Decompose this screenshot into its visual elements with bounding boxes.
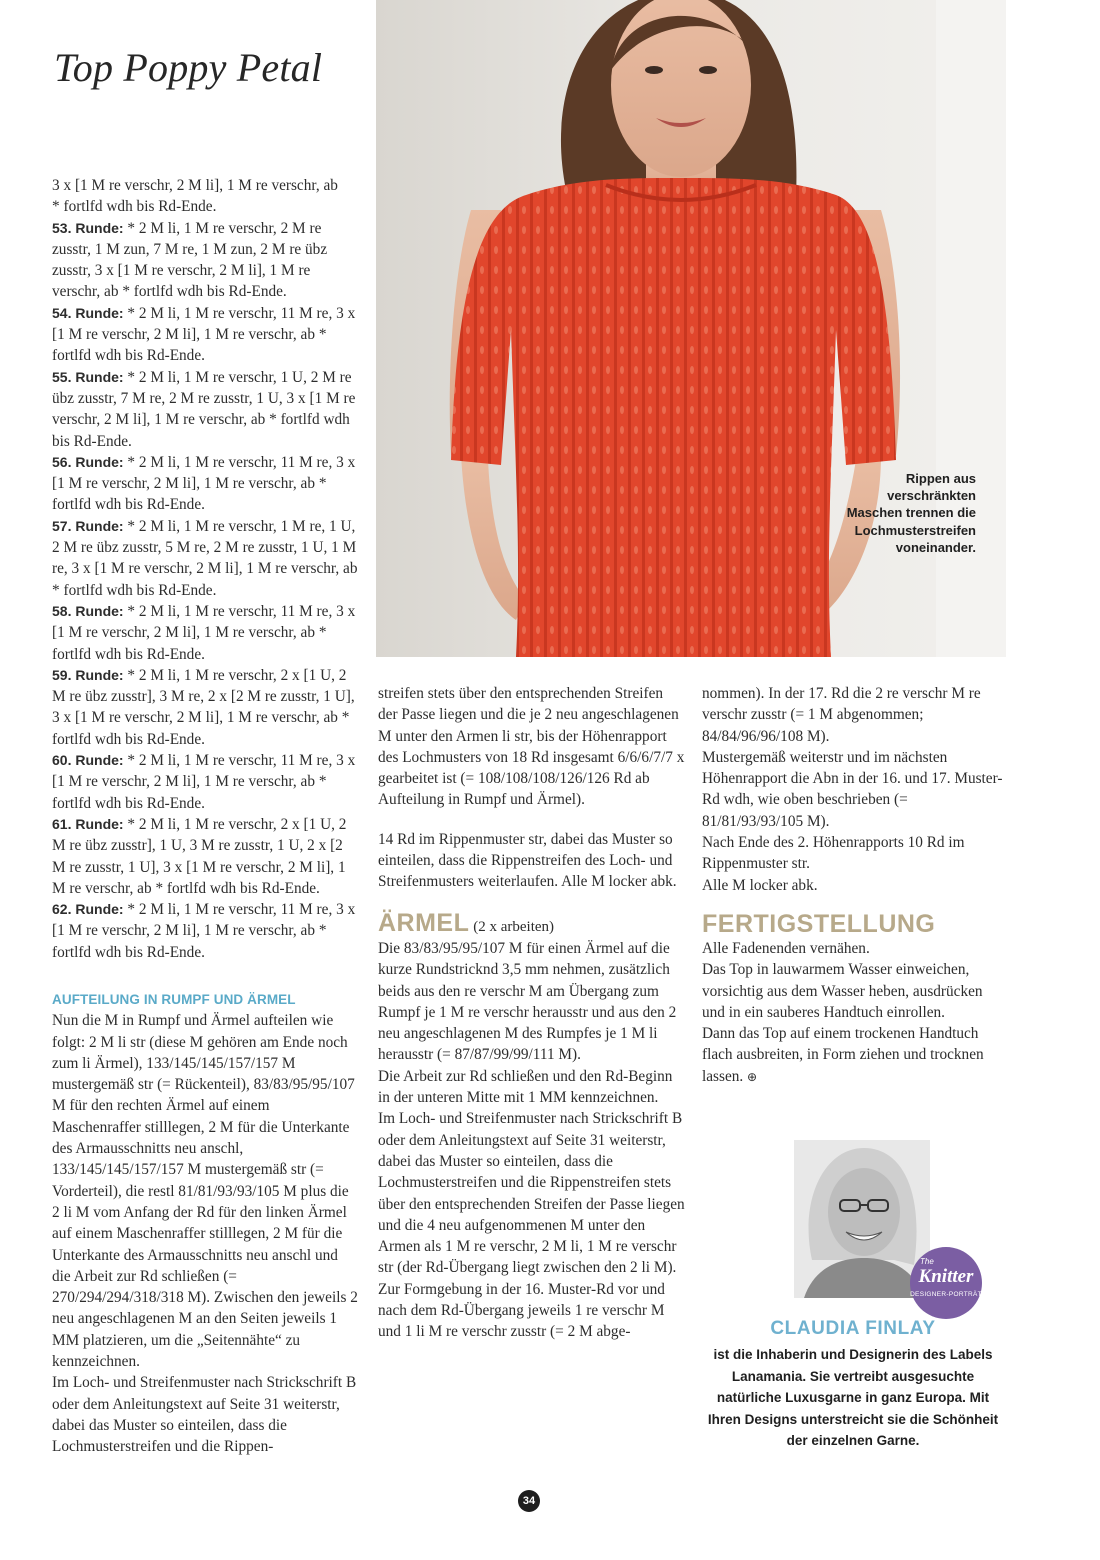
round-instruction <box>52 303 358 367</box>
body-paragraph: Die Arbeit zur Rd schließen und den Rd-Beginn in der unteren Mitte mit 1 MM kennzeichnen. <box>378 1067 673 1107</box>
model-photo-image <box>376 0 1006 657</box>
round-instruction <box>52 750 358 814</box>
round-label: 56. Runde: <box>52 453 124 470</box>
body-paragraph: Mustergemäß weiterstr und im nächsten Höhenrapport die Abn in der 16. und 17. Muster-Rd wdh, wie oben beschrieben (= 81/81/93/93/105 M). <box>702 748 1003 830</box>
body-paragraph: Alle M locker abk. <box>702 876 818 894</box>
badge-designer-portraet: DESIGNER-PORTRÄT <box>910 1291 982 1298</box>
section-heading-fertigstellung: FERTIGSTELLUNG <box>702 909 936 938</box>
pattern-column-2 <box>378 683 686 1343</box>
intro-line: 3 x [1 M re verschr, 2 M li], 1 M re verschr, ab <box>52 177 338 194</box>
pattern-column-3 <box>702 683 1008 1088</box>
round-text: * 2 M li, 1 M re verschr, 11 M re, 3 x [1 M re verschr, 2 M li], 1 M re verschr, ab * fortlfd wdh bis Rd-Ende. <box>52 602 356 663</box>
round-text: * 2 M li, 1 M re verschr, 2 x [1 U, 2 M re übz zusstr], 3 M re, 2 x [2 M re zusstr, 1 U], 3 x [1 M re verschr, 2 M li], 1 M re verschr, ab * fortlfd wdh bis Rd-Ende. <box>52 666 355 748</box>
photo-caption: Rippen aus verschränkten Maschen trennen die Lochmusterstreifen voneinander. <box>846 471 976 555</box>
author-bio: ist die Inhaberin und Designerin des Labels Lanamania. Sie vertreibt ausgesuchte natürliche Luxusgarne in ganz Europa. Mit Ihren Designs unterstreicht sie die Schönheit der einzelnen Garne. <box>707 1347 999 1449</box>
pattern-column-1 <box>52 175 358 1458</box>
round-text: * 2 M li, 1 M re verschr, 1 M re, 1 U, 2 M re übz zusstr, 5 M re, 2 M re zusstr, 1 U, 1 M re, 3 x [1 M re verschr, 2 M li], 1 M re verschr, ab * fortlfd wdh bis Rd-Ende. <box>52 517 358 599</box>
body-paragraph: nommen). In der 17. Rd die 2 re verschr M re verschr zusstr (= 1 M abgenommen; 84/84/96/96/108 M). <box>702 685 981 745</box>
round-instruction <box>52 516 358 601</box>
section-subheading: (2 x arbeiten) <box>473 918 555 935</box>
round-label: 62. Runde: <box>52 901 124 918</box>
subhead-aufteilung: AUFTEILUNG IN RUMPF UND ÄRMEL <box>52 991 296 1007</box>
round-instruction <box>52 665 358 750</box>
round-label: 55. Runde: <box>52 368 124 385</box>
body-paragraph <box>702 1023 1008 1088</box>
body-paragraph: Das Top in lauwarmem Wasser einweichen, vorsichtig aus dem Wasser heben, ausdrücken und in ein sauberes Handtuch einrollen. <box>702 961 983 1021</box>
round-label: 58. Runde: <box>52 602 124 619</box>
round-label: 59. Runde: <box>52 666 124 683</box>
round-instruction <box>52 367 358 452</box>
rounds-list <box>52 218 358 963</box>
body-paragraph: Die 83/83/95/95/107 M für einen Ärmel auf die kurze Rundstricknd 3,5 mm nehmen, zusätzlich beids aus den re verschr M am Übergang zum Rumpf je 1 M re verschr herausstr und aus den 2 neu angeschlagenen M des Rumpfes je 1 M li herausstr (= 87/87/99/99/111 M). <box>378 939 677 1064</box>
round-label: 57. Runde: <box>52 517 124 534</box>
final-sentence: Dann das Top auf einem trockenen Handtuch flach ausbreiten, in Form ziehen und trocknen lassen. <box>702 1025 984 1085</box>
round-text: * 2 M li, 1 M re verschr, 11 M re, 3 x [1 M re verschr, 2 M li], 1 M re verschr, ab * fortlfd wdh bis Rd-Ende. <box>52 453 356 514</box>
body-paragraph: Im Loch- und Streifenmuster nach Strickschrift B oder dem Anleitungstext auf Seite 31 weiterstr, dabei das Muster so einteilen, dass die Lochmusterstreifen und die Rippenstreifen stets über den entsprechenden Streifen der Passe liegen und die 4 neu aufgenommenen M unter den Armen als 1 M re verschr, 2 M li, 1 M re verschr str (der Rd-Übergang liegt zwischen den 2 li M). Zur Formgebung in der 16. Muster-Rd vor und nach dem Rd-Übergang jeweils 1 re verschr M und 1 li M re verschr zusstr (= 2 M abge- <box>378 1110 685 1341</box>
badge-the: The <box>920 1257 934 1266</box>
body-paragraph: Nach Ende des 2. Höhenrapports 10 Rd im Rippenmuster str. <box>702 834 965 873</box>
end-mark-icon: ⊕ <box>747 1069 758 1084</box>
round-label: 61. Runde: <box>52 815 124 832</box>
body-paragraph: streifen stets über den entsprechenden Streifen der Passe liegen und die je 2 neu angeschlagenen M unter den Armen li str, bis der Höhenrapport des Lochmusters von 18 Rd insgesamt 6/6/6/7/7 x gearbeitet ist (= 108/108/108/126/126 Rd ab Aufteilung in Rumpf und Ärmel). <box>378 685 685 809</box>
author-name: CLAUDIA FINLAY <box>770 1318 936 1339</box>
badge-knitter: Knitter <box>918 1266 974 1287</box>
aufteilung-paragraph: Nun die M in Rumpf und Ärmel aufteilen wie folgt: 2 M li str (diese M gehören am Ende noch zum li Ärmel), 133/145/145/157/157 M mustergemäß str (= Rückenteil), 83/83/95/95/107 M für den rechten Ärmel auf einem Maschenraffer stilllegen, 2 M für die Unterkante des Armausschnitts neu anschl, 133/145/145/157/157 M mustergemäß str (= Vorderteil), die restl 81/81/93/93/105 M plus die 2 li M vom Anfang der Rd für den linken Ärmel auf einem Maschenraffer stilllegen, 2 M für die Unterkante des Armausschnitts neu anschl und die Arbeit zur Rd schließen (= 270/294/294/318/318 M). Zwischen den jeweils 2 neu angeschlagenen M an den Seiten jeweils 1 MM platzieren, um die „Seitennähte“ zu kennzeichnen. <box>52 1012 358 1371</box>
model-photo <box>376 0 1006 657</box>
page-number: 34 <box>518 1490 540 1512</box>
body-paragraph: 14 Rd im Rippenmuster str, dabei das Muster so einteilen, dass die Rippenstreifen des Loch- und Streifenmusters weiterlaufen. Alle M locker abk. <box>378 830 677 891</box>
round-label: 53. Runde: <box>52 219 124 236</box>
round-text: * 2 M li, 1 M re verschr, 11 M re, 3 x [1 M re verschr, 2 M li], 1 M re verschr, ab * fortlfd wdh bis Rd-Ende. <box>52 752 356 812</box>
round-instruction <box>52 814 358 899</box>
round-instruction <box>52 218 358 303</box>
section-heading-aermel: ÄRMEL <box>378 908 470 937</box>
round-text: * 2 M li, 1 M re verschr, 1 U, 2 M re übz zusstr, 7 M re, 2 M re zusstr, 1 U, 3 x [1 M re verschr, 2 M li], 1 M re verschr, ab * fortlfd wdh bis Rd-Ende. <box>52 368 356 450</box>
intro-line: * fortlfd wdh bis Rd-Ende. <box>52 198 217 216</box>
the-knitter-badge <box>910 1247 982 1319</box>
aufteilung-paragraph: Im Loch- und Streifenmuster nach Strickschrift B oder dem Anleitungstext auf Seite 31 weiterstr, dabei das Muster so einteilen, dass die Lochmusterstreifen und die Rippen- <box>52 1374 357 1456</box>
round-label: 54. Runde: <box>52 304 124 321</box>
round-text: * 2 M li, 1 M re verschr, 11 M re, 3 x [1 M re verschr, 2 M li], 1 M re verschr, ab * fortlfd wdh bis Rd-Ende. <box>52 901 356 961</box>
round-instruction <box>52 452 358 516</box>
round-instruction <box>52 601 358 665</box>
round-text: * 2 M li, 1 M re verschr, 11 M re, 3 x [1 M re verschr, 2 M li], 1 M re verschr, ab * fortlfd wdh bis Rd-Ende. <box>52 304 356 365</box>
body-paragraph: Alle Fadenenden vernähen. <box>702 939 870 957</box>
round-label: 60. Runde: <box>52 752 124 769</box>
round-text: * 2 M li, 1 M re verschr, 2 M re zusstr, 1 M zun, 7 M re, 1 M zun, 2 M re übz zusstr, 3 x [1 M re verschr, 2 M li], 1 M re verschr, ab * fortlfd wdh bis Rd-Ende. <box>52 219 328 301</box>
page-title: Top Poppy Petal <box>54 45 323 90</box>
round-text: * 2 M li, 1 M re verschr, 2 x [1 U, 2 M re übz zusstr], 1 U, 3 M re zusstr, 1 U, 2 x [2 M re zusstr, 1 U], 3 x [1 M re verschr, 2 M li], 1 M re verschr, ab * fortlfd wdh bis Rd-Ende. <box>52 815 347 897</box>
round-instruction <box>52 899 358 963</box>
